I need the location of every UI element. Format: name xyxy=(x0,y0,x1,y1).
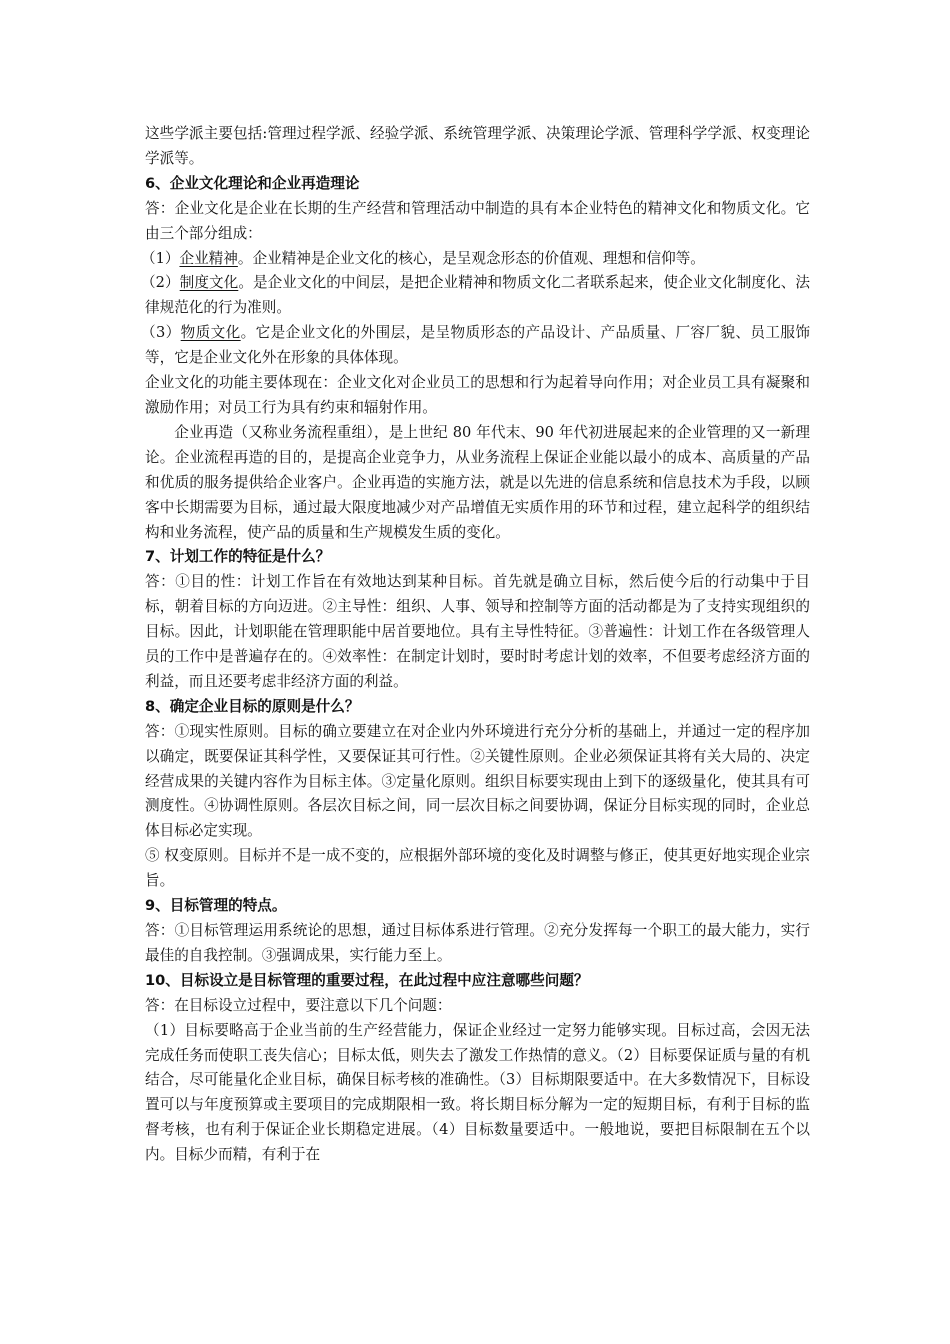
document-page xyxy=(141,122,810,1168)
item-term: 制度文化 xyxy=(179,274,239,292)
section-10-heading: 10、目标设立是目标管理的重要过程，在此过程中应注意哪些问题？ xyxy=(145,971,589,989)
section-6-item-3 xyxy=(141,321,810,371)
section-8-answer-cont: ⑤ 权变原则。目标并不是一成不变的，应根据外部环境的变化及时调整与修正，使其更好地实现企业宗旨。 xyxy=(145,847,810,890)
item-text: 。企业精神是企业文化的核心，是呈观念形态的价值观、理想和信仰等。 xyxy=(237,249,705,267)
item-term: 物质文化 xyxy=(180,324,241,342)
item-text: 。是企业文化的中间层，是把企业精神和物质文化二者联系起来，使企业文化制度化、法律规范化的行为准则。 xyxy=(145,274,810,317)
section-7-answer: 答：①目的性：计划工作旨在有效地达到某种目标。首先就是确立目标，然后使今后的行动集中于目标，朝着目标的方向迈进。②主导性：组织、人事、领导和控制等方面的活动都是为了支持实现组织的目标。因此，计划职能在管理职能中居首要地位。具有主导性特征。③普遍性：计划工作在各级管理人员的工作中是普遍存在的。④效率性：在制定计划时，要时时考虑计划的效率，不但要考虑经济方面的利益，而且还要考虑非经济方面的利益。 xyxy=(145,573,810,690)
section-10-answer: 答：在目标设立过程中，要注意以下几个问题： xyxy=(145,996,452,1014)
section-9-answer: 答：①目标管理运用系统论的思想，通过目标体系进行管理。②充分发挥每一个职工的最大能力，实行最佳的自我控制。③强调成果，实行能力至上。 xyxy=(145,922,810,964)
item-prefix: （3） xyxy=(141,324,181,342)
section-10-body: （1）目标要略高于企业当前的生产经营能力，保证企业经过一定努力能够实现。目标过高，会因无法完成任务而使职工丧失信心；目标太低，则失去了激发工作热情的意义。（2）目标要保证质与量的有机结合，尽可能量化企业目标，确保目标考核的准确性。（3）目标期限要适中。在大多数情况下，目标设置可以与年度预算或主要项目的完成期限相一致。将长期目标分解为一定的短期目标，有利于目标的监督考核，也有利于保证企业长期稳定进展。（4）目标数量要适中。一般地说，要把目标限制在五个以内。目标少而精，有利于在 xyxy=(145,1021,810,1164)
section-6-item-1 xyxy=(141,247,810,272)
section-6-heading: 6、企业文化理论和企业再造理论 xyxy=(145,174,360,192)
section-8-answer: 答：①现实性原则。目标的确立要建立在对企业内外环境进行充分分析的基础上，并通过一定的程序加以确定，既要保证其科学性，又要保证其可行性。②关键性原则。企业必须保证其将有关大局的、决定经营成果的关键内容作为目标主体。③定量化原则。组织目标要实现由上到下的逐级量化，使其具有可测度性。④协调性原则。各层次目标之间，同一层次目标之间要协调，保证分目标实现的同时，企业总体目标必定实现。 xyxy=(145,722,810,840)
intro-paragraph: 这些学派主要包括:管理过程学派、经验学派、系统管理学派、决策理论学派、管理科学学派、权变理论学派等。 xyxy=(145,125,810,167)
section-7-heading: 7、计划工作的特征是什么？ xyxy=(145,548,331,566)
section-6-item-2 xyxy=(141,271,810,321)
item-term: 企业精神 xyxy=(179,249,238,267)
item-text: 。它是企业文化的外围层，是呈物质形态的产品设计、产品质量、厂容厂貌、员工服饰等，它是企业文化外在形象的具体体现。 xyxy=(145,324,810,367)
item-prefix: （2） xyxy=(141,274,180,292)
section-6-reengineering: 企业再造（又称业务流程重组），是上世纪 80 年代末、90 年代初进展起来的企业管理的又一新理论。企业流程再造的目的，是提高企业竞争力，从业务流程上保证企业能以最小的成本、高质量的产品和优质的服务提供给企业客户。企业再造的实施方法，就是以先进的信息系统和信息技术为手段，以顾客中长期需要为目标，通过最大限度地减少对产品增值无实质作用的环节和过程，建立起科学的组织结构和业务流程，使产品的质量和生产规模发生质的变化。 xyxy=(145,423,810,541)
section-8-heading: 8、确定企业目标的原则是什么？ xyxy=(145,697,360,715)
section-9-heading: 9、目标管理的特点。 xyxy=(145,897,287,915)
section-6-function: 企业文化的功能主要体现在：企业文化对企业员工的思想和行为起着导向作用；对企业员工具有凝聚和激励作用；对员工行为具有约束和辐射作用。 xyxy=(145,374,810,416)
section-6-answer: 答：企业文化是企业在长期的生产经营和管理活动中制造的具有本企业特色的精神文化和物质文化。它由三个部分组成： xyxy=(145,199,810,242)
item-prefix: （1） xyxy=(141,249,180,267)
